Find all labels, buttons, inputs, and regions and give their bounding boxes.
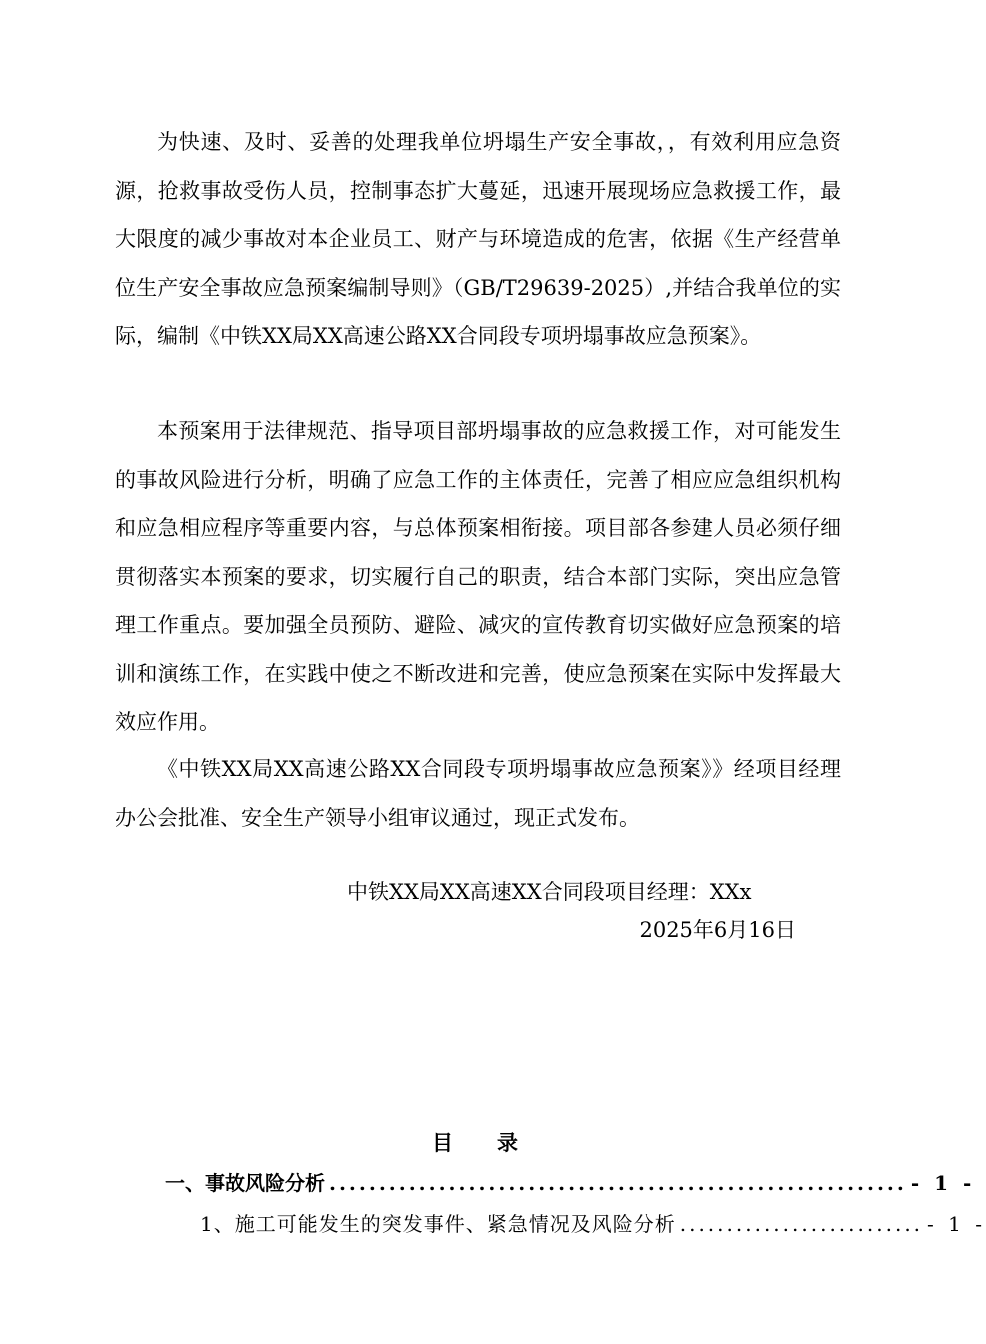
signature-line: 中铁XX局XX高速XX合同段项目经理：XXx bbox=[347, 880, 752, 904]
intro-paragraph: 为快速、及时、妥善的处理我单位坍塌生产安全事故，，有效利用应急资源，抢救事故受伤人员，控制事态扩大蔓延，迅速开展现场应急救援工作，最大限度的减少事故对本企业员工、财产与环境造成的危害，依据《生产经营单位生产安全事故应急预案编制导则》（GB/T29639-2025）,并结合我单位的实际，编制《中铁XX局XX高速公路XX合同段专项坍塌事故应急预案》。 bbox=[115, 130, 841, 348]
toc-entry[interactable] bbox=[165, 1167, 976, 1196]
toc-entry-label: 1、施工可能发生的突发事件、紧急情况及风险分析 bbox=[200, 1212, 676, 1236]
toc-entry-page: - 1 - bbox=[910, 1171, 976, 1195]
toc-entry-label: 一、事故风险分析 bbox=[165, 1171, 325, 1195]
scope-paragraph: 本预案用于法律规范、指导项目部坍塌事故的应急救援工作，对可能发生的事故风险进行分析，明确了应急工作的主体责任，完善了相应应急组织机构和应急相应程序等重要内容，与总体预案相衔接。项目部各参建人员必须仔细贯彻落实本预案的要求，切实履行自己的职责，结合本部门实际，突出应急管理工作重点。要加强全员预防、避险、减灾的宣传教育切实做好应急预案的培训和演练工作，在实践中使之不断改进和完善，使应急预案在实际中发挥最大效应作用。 bbox=[115, 419, 841, 734]
toc-title: 目录 bbox=[432, 1130, 562, 1155]
toc-leader-dots: .......................... bbox=[679, 1212, 924, 1236]
toc-entry[interactable] bbox=[200, 1208, 986, 1237]
toc-leader-dots: .......................................................... bbox=[329, 1171, 907, 1195]
signature-date: 2025年6月16日 bbox=[639, 918, 796, 942]
toc-entry-page: - 1 - bbox=[927, 1212, 986, 1236]
approval-paragraph: 《中铁XX局XX高速公路XX合同段专项坍塌事故应急预案》》经项目经理办公会批准、安全生产领导小组审议通过，现正式发布。 bbox=[115, 757, 841, 830]
